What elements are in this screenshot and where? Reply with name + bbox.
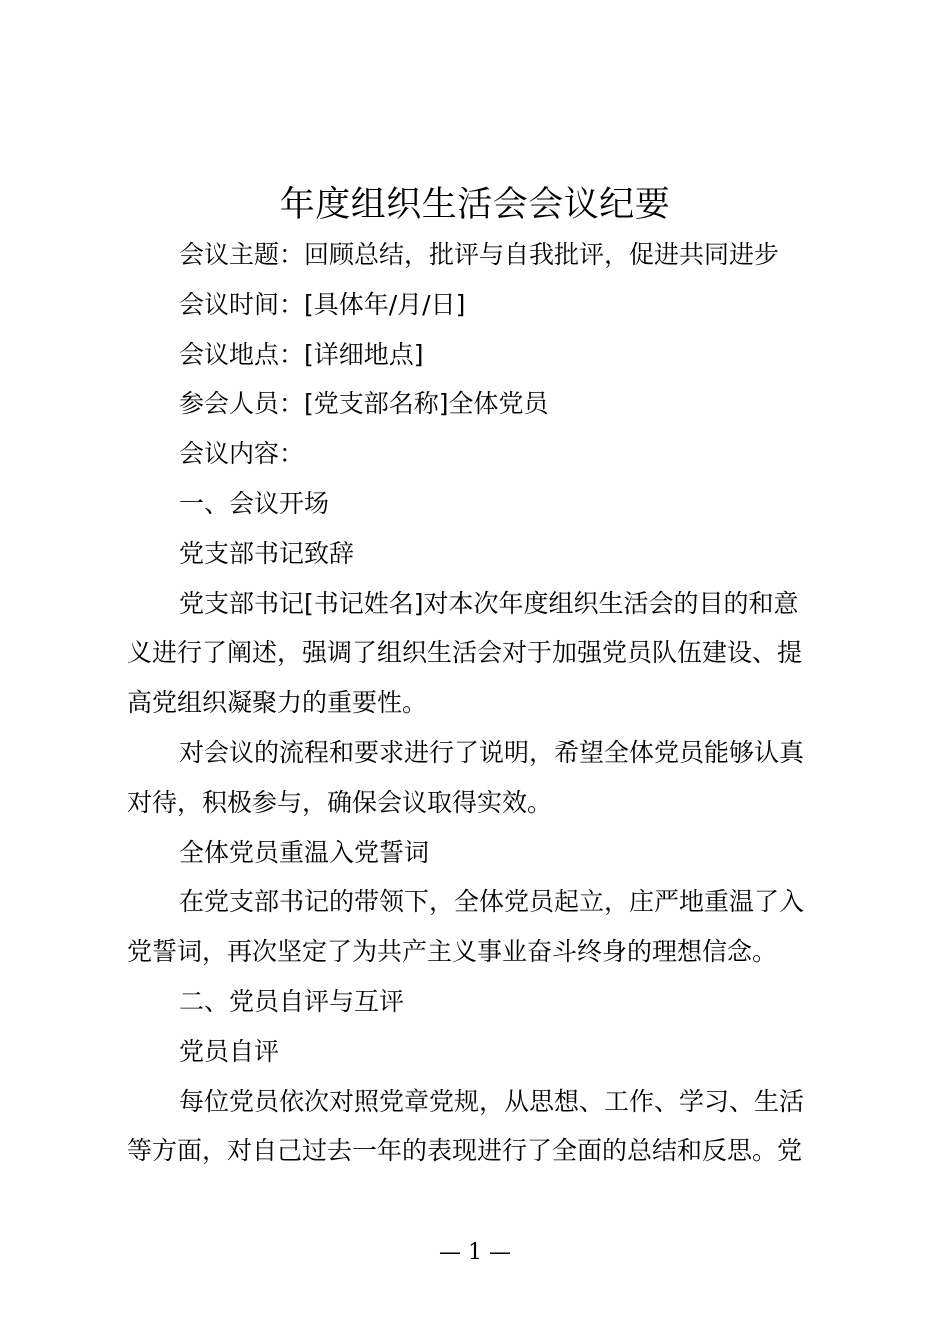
- document-body: [127, 230, 835, 1176]
- subheading-self-evaluation: 党员自评: [179, 1036, 280, 1066]
- meeting-theme-line: 会议主题：回顾总结，批评与自我批评，促进共同进步: [179, 240, 780, 269]
- subheading-oath-review: 全体党员重温入党誓词: [179, 837, 430, 867]
- paragraph-line: 对会议的流程和要求进行了说明，希望全体党员能够认真: [179, 737, 805, 767]
- paragraph-line: 在党支部书记的带领下，全体党员起立，庄严地重温了入: [179, 887, 805, 917]
- paragraph-line: 高党组织凝聚力的重要性。: [127, 688, 428, 718]
- paragraph-line: 等方面，对自己过去一年的表现进行了全面的总结和反思。党: [127, 1136, 803, 1166]
- subheading-secretary-speech: 党支部书记致辞: [179, 538, 355, 568]
- meeting-time-line: 会议时间：[具体年/月/日]: [179, 289, 466, 319]
- document-title: 年度组织生活会会议纪要: [279, 185, 671, 225]
- meeting-location-line: 会议地点：[详细地点]: [179, 339, 424, 369]
- section-heading-opening: 一、会议开场: [179, 488, 330, 518]
- section-heading-evaluation: 二、党员自评与互评: [179, 986, 405, 1016]
- paragraph-line: 党支部书记[书记姓名]对本次年度组织生活会的目的和意: [179, 588, 799, 618]
- meeting-content-label: 会议内容：: [179, 439, 305, 469]
- paragraph-line: 党誓词，再次坚定了为共产主义事业奋斗终身的理想信念。: [127, 937, 778, 967]
- page-number: — 1 —: [439, 1240, 511, 1265]
- paragraph-line: 每位党员依次对照党章党规，从思想、工作、学习、生活: [179, 1086, 805, 1116]
- attendees-line: 参会人员：[党支部名称]全体党员: [179, 389, 549, 419]
- paragraph-line: 对待，积极参与，确保会议取得实效。: [127, 787, 553, 817]
- paragraph-line: 义进行了阐述，强调了组织生活会对于加强党员队伍建设、提: [127, 638, 803, 668]
